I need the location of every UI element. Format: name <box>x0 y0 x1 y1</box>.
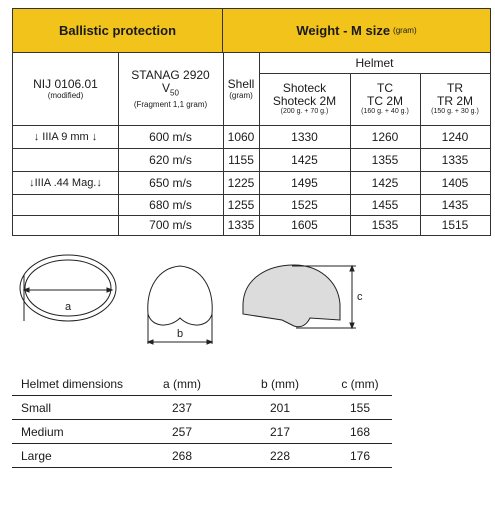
shell-header <box>223 53 259 125</box>
grid-line <box>420 73 421 235</box>
grid-line <box>13 171 490 172</box>
helmet-group-header <box>259 53 490 73</box>
grid-line <box>13 125 490 126</box>
c-cell: 168 <box>349 425 371 439</box>
stanag-name: STANAG 2920 <box>131 68 210 83</box>
label-c: c <box>357 291 363 303</box>
ballistic-spec-table <box>12 8 491 236</box>
dimensions-header-b: b (mm) <box>261 377 299 391</box>
shell-cell: 1335 <box>227 218 255 232</box>
tc-cell: 1260 <box>371 129 399 144</box>
speed-cell: 700 m/s <box>149 218 192 232</box>
dimensions-header-row <box>12 372 392 396</box>
shoteck-cell: 1330 <box>291 129 318 144</box>
tr-cell: 1240 <box>441 129 469 144</box>
nij-standard-note: (modified) <box>47 91 84 100</box>
speed-cell: 620 m/s <box>149 152 192 167</box>
shoteck-cell: 1495 <box>291 175 318 190</box>
helmet-dimensions-table <box>12 372 392 468</box>
table-row <box>12 444 392 468</box>
speed-cell: 650 m/s <box>149 175 192 190</box>
helmet-dimension-drawings <box>0 248 495 358</box>
nij-level-9mm: ↓ IIIA 9 mm ↓ <box>33 130 98 143</box>
grid-line <box>13 215 490 216</box>
shell-name: Shell <box>227 77 255 91</box>
b-cell: 217 <box>269 425 291 439</box>
tc-cell: 1455 <box>371 197 399 212</box>
dimensions-header-size: Helmet dimensions <box>21 377 124 391</box>
speed-cell: 680 m/s <box>149 197 192 212</box>
shell-cell: 1060 <box>227 129 255 144</box>
grid-line <box>13 194 490 195</box>
grid-line <box>13 148 490 149</box>
dimensions-header-c: c (mm) <box>341 377 379 391</box>
weight-unit: (gram) <box>393 26 417 35</box>
tc-cell: 1425 <box>371 175 399 190</box>
size-cell: Small <box>21 401 52 415</box>
weight-header <box>223 9 490 53</box>
helmet-col-tc: TC TC 2M (160 g. + 40 g.) <box>361 81 409 115</box>
tr-cell: 1435 <box>441 197 469 212</box>
shoteck-cell: 1525 <box>291 197 318 212</box>
ballistic-protection-title: Ballistic protection <box>58 23 177 38</box>
tr-cell: 1405 <box>441 175 469 190</box>
nij-standard-header <box>13 53 118 125</box>
grid-line <box>259 53 260 235</box>
a-cell: 237 <box>171 401 193 415</box>
label-a: a <box>65 301 72 313</box>
b-cell: 228 <box>269 449 291 463</box>
b-cell: 201 <box>269 401 291 415</box>
nij-standard-name: NIJ 0106.01 <box>33 77 98 91</box>
helmet-col-shoteck: Shoteck Shoteck 2M (200 g. + 70 g.) <box>272 81 337 115</box>
tr-cell: 1515 <box>441 218 469 232</box>
shell-cell: 1255 <box>227 197 255 212</box>
shell-unit: (gram) <box>229 91 253 100</box>
c-cell: 155 <box>349 401 371 415</box>
grid-line <box>118 53 119 235</box>
helmet-side-view <box>243 265 356 328</box>
tc-cell: 1535 <box>371 218 399 232</box>
shell-cell: 1225 <box>227 175 255 190</box>
stanag-header <box>118 53 223 125</box>
speed-cell: 600 m/s <box>149 129 192 144</box>
shell-cell: 1155 <box>228 152 254 167</box>
tc-cell: 1355 <box>371 152 399 167</box>
grid-line <box>223 53 224 235</box>
helmet-label: Helmet <box>355 56 394 70</box>
ballistic-protection-header <box>13 9 223 53</box>
table-row <box>12 396 392 420</box>
a-cell: 268 <box>171 449 193 463</box>
grid-line <box>259 73 490 74</box>
stanag-v50: $V_{50}$ <box>162 81 179 98</box>
shoteck-cell: 1605 <box>291 218 318 232</box>
tr-cell: 1335 <box>441 152 469 167</box>
c-cell: 176 <box>349 449 371 463</box>
table-row <box>12 420 392 444</box>
weight-title: Weight - M size <box>296 23 391 38</box>
a-cell: 257 <box>171 425 193 439</box>
nij-level-44mag: ↓IIIA .44 Mag.↓ <box>29 176 102 189</box>
size-cell: Large <box>21 449 52 463</box>
dimensions-header-a: a (mm) <box>163 377 201 391</box>
stanag-note: (Fragment 1,1 gram) <box>133 99 208 109</box>
helmet-col-tr: TR TR 2M (150 g. + 30 g.) <box>431 81 479 115</box>
grid-line <box>350 73 351 235</box>
size-cell: Medium <box>21 425 64 439</box>
shoteck-cell: 1425 <box>291 152 318 167</box>
label-b: b <box>177 328 184 340</box>
